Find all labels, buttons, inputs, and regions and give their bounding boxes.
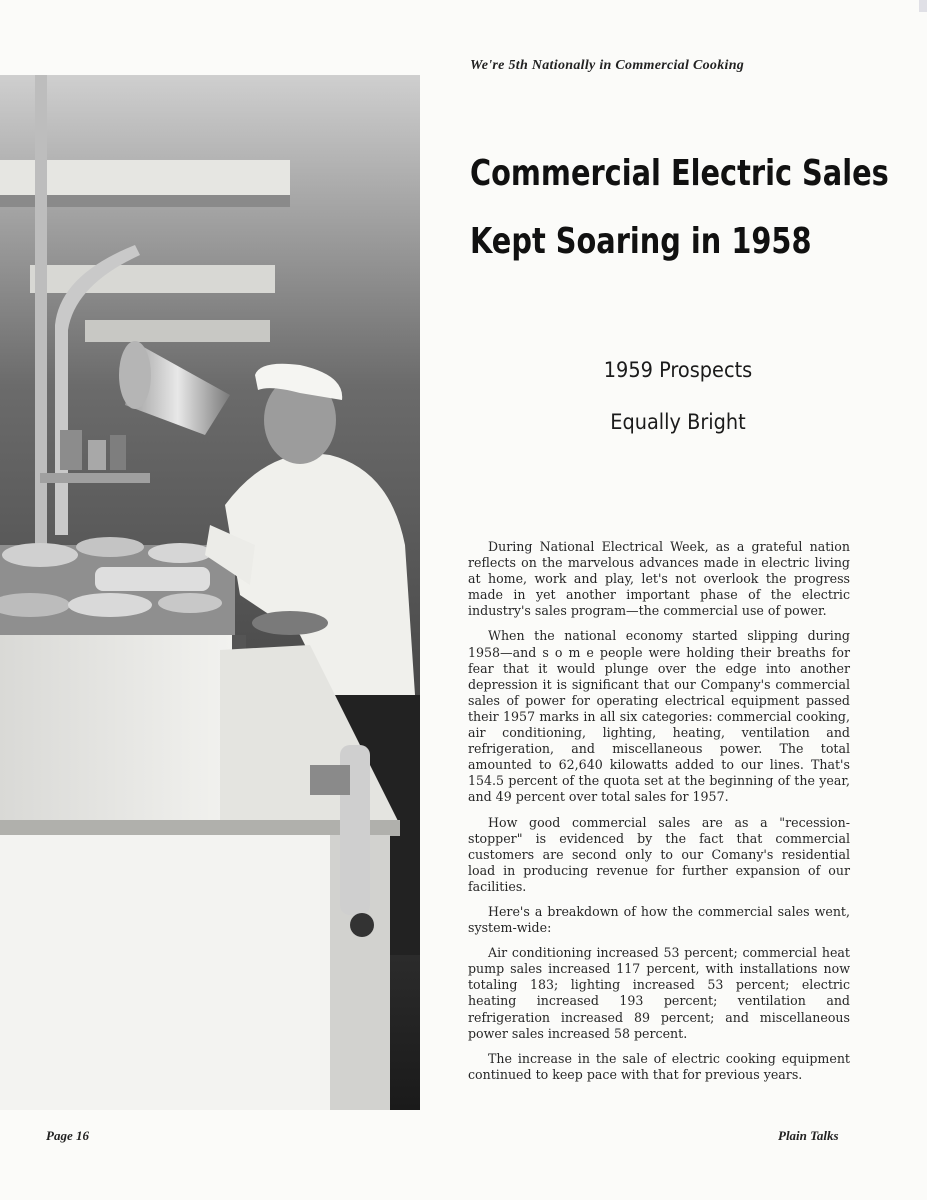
body-paragraph: The increase in the sale of electric cooking equipment continued to keep pace with that for previous years. <box>468 1050 850 1082</box>
article-subhead <box>540 344 816 448</box>
chef-photo <box>0 75 420 1110</box>
publication-name: Plain Talks <box>778 1128 839 1143</box>
subhead-line-2: Equally Bright <box>610 410 746 434</box>
body-paragraph: Here's a breakdown of how the commercial sales went, system-wide: <box>468 903 850 936</box>
body-paragraph: During National Electrical Week, as a grateful nation reflects on the marvelous advances made in electric living at home, work and play, let's not overlook the progress made in yet another important phase of the electric industry's sales program—the commercial use of power. <box>468 539 850 619</box>
article-body <box>468 539 850 1092</box>
body-paragraph: How good commercial sales are as a "recession-stopper" is evidenced by the fact that commercial customers are second only to our Comany's residential load in producing revenue for further expansion of our facilities. <box>468 814 850 894</box>
body-paragraph: Air conditioning increased 53 percent; commercial heat pump sales increased 117 percent, with installations now totaling 183; lighting increased 53 percent; electric heating increased 193 percent; ventilation and refrigeration increased 89 percent; and miscellaneous power sales increased 58 percent. <box>468 945 850 1041</box>
page-kicker: We're 5th Nationally in Commercial Cooking <box>470 58 745 73</box>
headline-line-1: Commercial Electric Sales <box>470 153 889 194</box>
page-edge-mark <box>919 0 927 12</box>
subhead-line-1: 1959 Prospects <box>603 358 753 382</box>
kitchen-photo-illustration <box>0 75 420 1110</box>
page-number: Page 16 <box>46 1128 89 1143</box>
headline-line-2: Kept Soaring in 1958 <box>470 221 812 262</box>
article-headline <box>470 140 889 276</box>
body-paragraph: When the national economy started slipping during 1958—and s o m e people were holding their breaths for fear that it would plunge over the edge into another depression it is significant that our Company's commercial sales of power for operating electrical equipment passed their 1957 marks in all six categories: commercial cooking, air conditioning, lighting, heating, ventilation and refrigeration, and miscellaneous power. The total amounted to 62,640 kilowatts added to our lines. That's 154.5 percent of the quota set at the beginning of the year, and 49 percent over total sales for 1957. <box>468 628 850 805</box>
